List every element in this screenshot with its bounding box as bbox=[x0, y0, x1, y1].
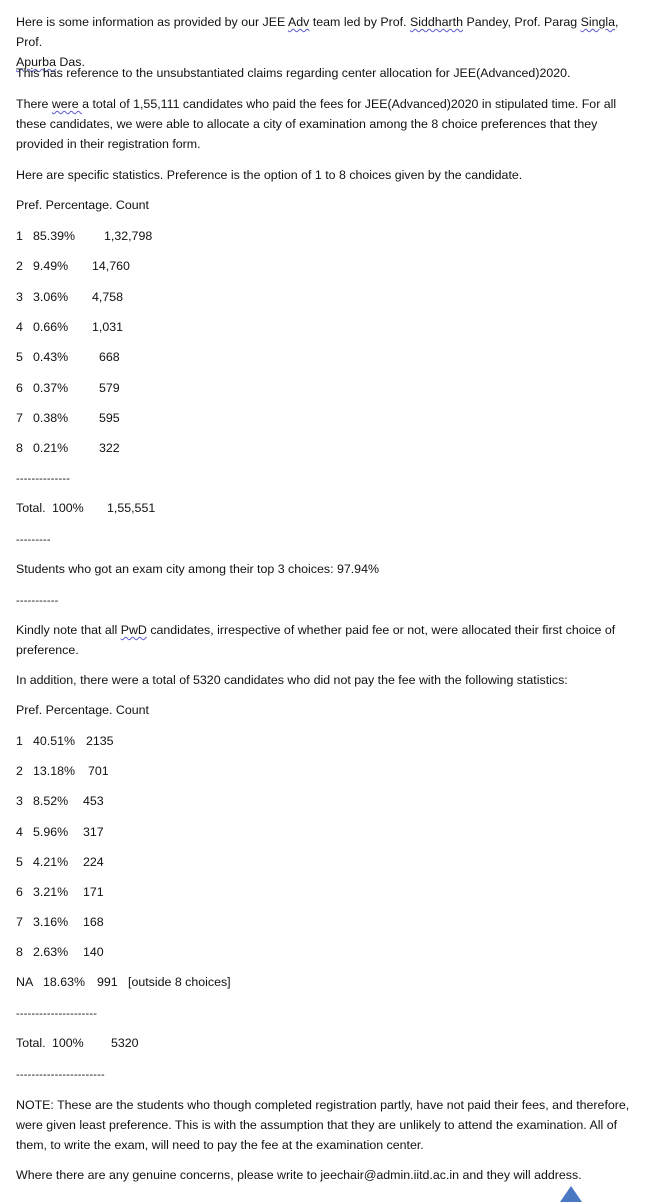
pref-cell: 8 bbox=[16, 945, 23, 960]
count-cell: 701 bbox=[88, 764, 109, 779]
pref-cell: 3 bbox=[16, 289, 23, 304]
intro-text: Here is some information as provided by our JEE bbox=[16, 15, 289, 29]
total-label: Total. bbox=[16, 1036, 46, 1050]
percentage-cell: 0.43% bbox=[33, 350, 69, 365]
percentage-cell: 0.38% bbox=[33, 410, 69, 425]
percentage-cell: 5.96% bbox=[33, 824, 69, 839]
separator: ----------------------- bbox=[16, 1069, 105, 1081]
total-label: Total. bbox=[16, 501, 46, 515]
contact-paragraph: Where there are any genuine concerns, please write to jeechair@admin.iitd.ac.in and they will address. bbox=[16, 1168, 582, 1182]
count-cell: 140 bbox=[83, 945, 104, 960]
note-paragraph: NOTE: These are the students who though completed registration partly, have not paid their fees, and therefore, were given least preference. This is with the assumption that they are unlikely to attend the examination. All of them, to write the exam, will need to pay the fee at the examination center. bbox=[16, 1098, 630, 1152]
percentage-cell: 0.21% bbox=[33, 441, 69, 456]
top3-statement: Students who got an exam city among their top 3 choices: 97.94% bbox=[16, 562, 379, 576]
total-count: 1,55,551 bbox=[107, 501, 156, 515]
total-count: 5320 bbox=[111, 1036, 139, 1050]
count-cell: 668 bbox=[99, 350, 120, 365]
count-cell: 1,031 bbox=[92, 319, 124, 334]
pref-cell: 7 bbox=[16, 410, 23, 425]
count-cell: 168 bbox=[83, 915, 104, 930]
pwd-text: Kindly note that all bbox=[16, 623, 121, 637]
count-cell: 4,758 bbox=[92, 289, 124, 304]
separator: --------------------- bbox=[16, 1008, 98, 1020]
percentage-cell: 0.37% bbox=[33, 380, 69, 395]
separator: ----------- bbox=[16, 595, 59, 607]
pref-cell: 2 bbox=[16, 764, 23, 779]
pref-cell: 5 bbox=[16, 854, 23, 869]
percentage-cell: 13.18% bbox=[33, 764, 76, 779]
na-percentage: 18.63% bbox=[43, 975, 86, 989]
total-percentage: 100% bbox=[52, 1036, 84, 1050]
separator: --------- bbox=[16, 534, 51, 546]
percentage-cell: 40.51% bbox=[33, 734, 76, 748]
pref-cell: 2 bbox=[16, 259, 23, 274]
reference-paragraph: This has reference to the unsubstantiated claims regarding center allocation for JEE(Advanced)2020. bbox=[16, 66, 571, 80]
misspelled-word: PwD bbox=[120, 623, 147, 637]
intro-text: , Prof. bbox=[16, 15, 619, 49]
percentage-cell: 3.06% bbox=[33, 289, 69, 304]
separator: -------------- bbox=[16, 473, 71, 485]
count-cell: 317 bbox=[83, 824, 104, 839]
intro-text: Pandey, Prof. Parag bbox=[463, 15, 581, 29]
percentage-cell: 85.39% bbox=[33, 229, 76, 243]
count-cell: 224 bbox=[83, 854, 104, 869]
count-cell: 322 bbox=[99, 441, 120, 456]
pref-cell: 1 bbox=[16, 734, 23, 748]
count-cell: 1,32,798 bbox=[104, 229, 153, 243]
na-count: 991 bbox=[97, 975, 118, 989]
misspelled-word: Apurba bbox=[16, 55, 56, 69]
count-cell: 579 bbox=[99, 380, 120, 395]
pref-cell: 5 bbox=[16, 350, 23, 365]
count-cell: 453 bbox=[83, 794, 104, 809]
pref-cell: 6 bbox=[16, 885, 23, 899]
misspelled-word: were bbox=[51, 97, 83, 111]
statistics-intro: Here are specific statistics. Preference is the option of 1 to 8 choices given by the candidate. bbox=[16, 168, 523, 182]
intro-text: team led by Prof. bbox=[309, 15, 410, 29]
pref-cell: 1 bbox=[16, 229, 23, 243]
table2-header-text: Pref. Percentage. Count bbox=[16, 703, 149, 717]
percentage-cell: 3.16% bbox=[33, 915, 69, 930]
percentage-cell: 2.63% bbox=[33, 945, 69, 960]
total-percentage: 100% bbox=[52, 501, 84, 515]
pwd-text: candidates, irrespective of whether paid fee or not, were allocated their first choice of preference. bbox=[16, 623, 616, 657]
misspelled-word: Adv bbox=[288, 15, 310, 29]
percentage-cell: 0.66% bbox=[33, 319, 69, 334]
count-cell: 2135 bbox=[86, 734, 114, 748]
pref-cell: 4 bbox=[16, 824, 23, 839]
count-cell: 595 bbox=[99, 410, 120, 425]
intro-paragraph bbox=[16, 12, 641, 72]
percentage-cell: 8.52% bbox=[33, 794, 69, 809]
percentage-cell: 9.49% bbox=[33, 259, 69, 274]
count-cell: 171 bbox=[83, 885, 104, 899]
pref-cell: 3 bbox=[16, 794, 23, 809]
pref-cell: 8 bbox=[16, 441, 23, 456]
addition-paragraph: In addition, there were a total of 5320 candidates who did not pay the fee with the following statistics: bbox=[16, 673, 568, 687]
pref-cell: 4 bbox=[16, 319, 23, 334]
misspelled-word: Siddharth bbox=[409, 15, 463, 29]
pwd-paragraph bbox=[16, 620, 641, 660]
intro-text: Das. bbox=[55, 55, 85, 69]
percentage-cell: 4.21% bbox=[33, 854, 69, 869]
percentage-cell: 3.21% bbox=[33, 885, 69, 899]
na-note: [outside 8 choices] bbox=[128, 975, 231, 989]
pref-cell: 7 bbox=[16, 915, 23, 930]
candidates-paragraph bbox=[16, 94, 641, 154]
pref-cell: 6 bbox=[16, 380, 23, 395]
table1-header-text: Pref. Percentage. Count bbox=[16, 198, 149, 212]
count-cell: 14,760 bbox=[92, 259, 130, 274]
candidates-text: There bbox=[16, 97, 52, 111]
misspelled-word: Singla bbox=[580, 15, 616, 29]
candidates-text: a total of 1,55,111 candidates who paid the fees for JEE(Advanced)2020 in stipulated time. For all these candidates, we were able to allocate a city of examination among the 8 choice preferences that they provided in their registration form. bbox=[16, 97, 617, 151]
na-pref: NA bbox=[16, 975, 34, 989]
